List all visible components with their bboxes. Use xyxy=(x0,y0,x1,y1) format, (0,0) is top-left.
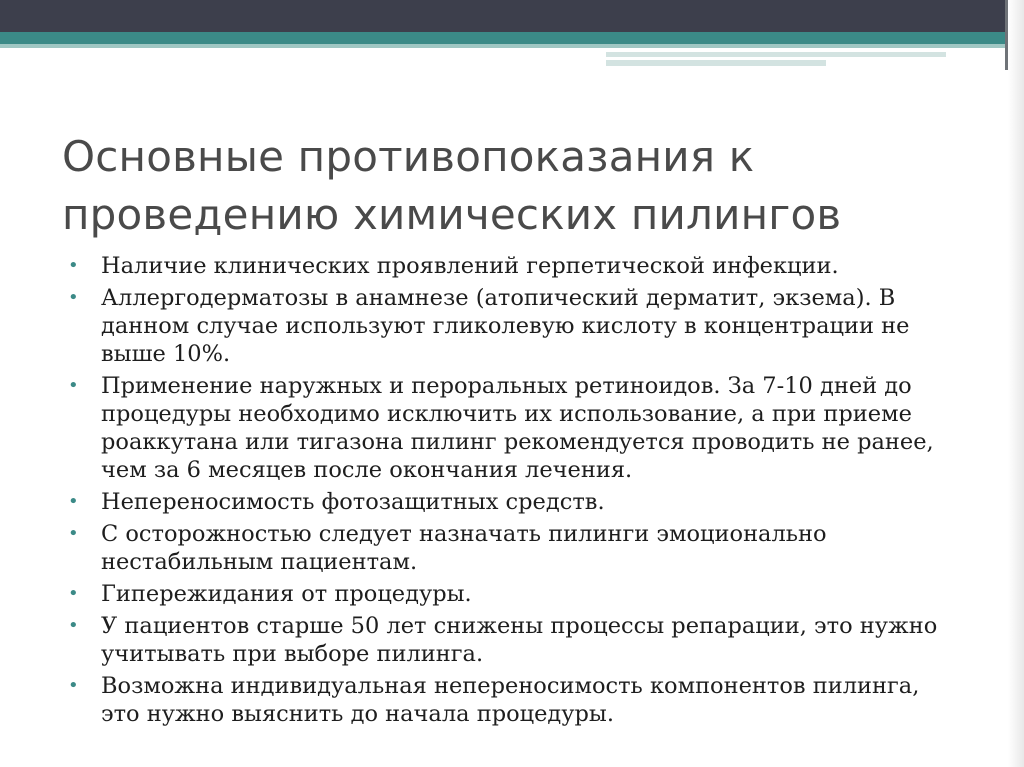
list-item xyxy=(68,372,958,484)
bullet-icon: • xyxy=(68,287,79,308)
list-item xyxy=(68,612,958,668)
header-band-dark xyxy=(0,0,1024,32)
bullet-icon: • xyxy=(68,255,79,276)
bullet-list xyxy=(68,252,958,732)
list-item-text: Непереносимость фотозащитных средств. xyxy=(101,489,605,515)
bullet-icon: • xyxy=(68,491,79,512)
list-item-text: Наличие клинических проявлений герпетической инфекции. xyxy=(101,253,839,279)
list-item-text: У пациентов старше 50 лет снижены процессы репарации, это нужно учитывать при выборе пилинга. xyxy=(101,613,938,667)
list-item xyxy=(68,672,958,728)
bullet-icon: • xyxy=(68,583,79,604)
list-item xyxy=(68,252,958,280)
list-item-text: Применение наружных и пероральных ретиноидов. За 7-10 дней до процедуры необходимо исключить их использование, а при приеме роаккутана или тигазона пилинг рекомендуется проводить не ранее, чем за 6 месяцев после окончания лечения. xyxy=(101,373,934,483)
slide-title: Основные противопоказания к проведению химических пилингов xyxy=(62,132,842,239)
list-item-text: Аллергодерматозы в анамнезе (атопический дерматит, экзема). В данном случае используют гликолевую кислоту в концентрации не выше 10%. xyxy=(101,285,910,367)
list-item-text: Гипережидания от процедуры. xyxy=(101,581,472,607)
list-item-text: С осторожностью следует назначать пилинги эмоционально нестабильным пациентам. xyxy=(101,521,827,575)
bullet-icon: • xyxy=(68,523,79,544)
list-item xyxy=(68,284,958,368)
bullet-icon: • xyxy=(68,615,79,636)
header-band-teal xyxy=(0,32,1024,44)
list-item-text: Возможна индивидуальная непереносимость компонентов пилинга, это нужно выяснить до начала процедуры. xyxy=(101,673,920,727)
header-accent-line xyxy=(606,60,826,66)
bullet-icon: • xyxy=(68,675,79,696)
header-accent-line xyxy=(606,52,946,57)
bullet-icon: • xyxy=(68,375,79,396)
list-item xyxy=(68,520,958,576)
slide-edge-shadow xyxy=(1008,0,1024,767)
list-item xyxy=(68,488,958,516)
list-item xyxy=(68,580,958,608)
